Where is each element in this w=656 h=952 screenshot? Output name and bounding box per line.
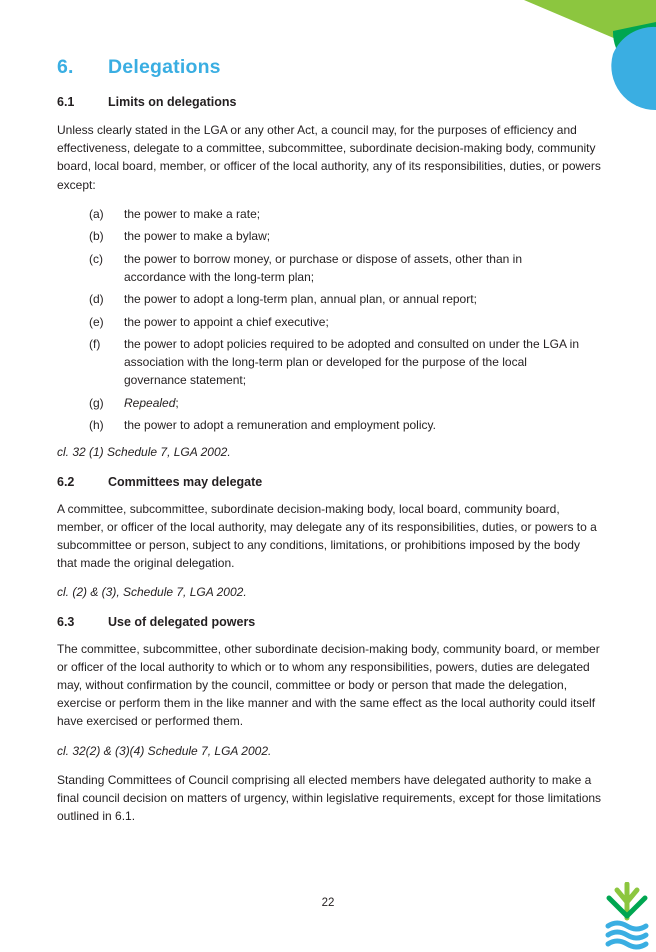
subsection-number: 6.2 xyxy=(57,474,75,489)
subsection-heading-6-2 xyxy=(57,475,602,489)
standing-committees-paragraph: Standing Committees of Council comprising all elected members have delegated authority to make a final council decision on matters of urgency, within legislative requirements, except for those limitations outlined in 6.1. xyxy=(57,772,602,824)
delegated-powers-paragraph: The committee, subcommittee, other subordinate decision-making body, community board, or member or officer of the local authority to which or to whom any responsibilities, powers, duties are delegated may, without confirmation by the council, committee or body or person that made the delegation, exercise or perform them in the like manner and with the same effect as the local authority could itself have exercised or performed them. xyxy=(57,641,600,729)
page-content xyxy=(57,56,602,825)
citation: cl. 32 (1) Schedule 7, LGA 2002. xyxy=(57,445,231,460)
council-logo-icon xyxy=(604,882,650,950)
limits-intro-paragraph: Unless clearly stated in the LGA or any other Act, a council may, for the purposes of efficiency and effectiveness, delegate to a committee, subcommittee, subordinate decision-making body, community board, local board, member, or officer of the local authority, any of its responsibilities, duties, or powers except: xyxy=(57,123,601,192)
subsection-number: 6.1 xyxy=(57,95,75,109)
list-item: (a) the power to make a rate; xyxy=(89,206,261,221)
subsection-title: Use of delegated powers xyxy=(108,614,256,629)
citation: cl. 32(2) & (3)(4) Schedule 7, LGA 2002. xyxy=(57,743,272,758)
list-item: (e) the power to appoint a chief executive; xyxy=(89,314,329,329)
subsection-heading-6-1 xyxy=(57,95,602,109)
list-item: (c) the power to borrow money, or purchase or dispose of assets, other than in accordance with the long-term plan; xyxy=(89,251,522,284)
section-heading xyxy=(57,56,602,79)
section-number: 6. xyxy=(57,56,74,78)
list-item: (g) Repealed; xyxy=(89,395,179,410)
page-number: 22 xyxy=(321,897,335,909)
subsection-title: Limits on delegations xyxy=(108,95,237,109)
committees-paragraph: A committee, subcommittee, subordinate decision-making body, local board, community board, member, or officer of the local authority, may delegate any of its responsibilities, duties, or powers to a subcommittee or person, subject to any conditions, limitations, or prohibitions imposed by the body that made the original delegation. xyxy=(57,501,597,571)
list-item: (f) the power to adopt policies required to be adopted and consulted on under the LGA in association with the long-term plan or developed for the purpose of the local governance statement; xyxy=(89,336,579,388)
subsection-title: Committees may delegate xyxy=(108,474,263,489)
exceptions-list xyxy=(57,205,602,435)
subsection-number: 6.3 xyxy=(57,614,75,629)
list-item: (h) the power to adopt a remuneration and employment policy. xyxy=(89,418,436,433)
citation: cl. (2) & (3), Schedule 7, LGA 2002. xyxy=(57,585,247,600)
list-item: (d) the power to adopt a long-term plan, annual plan, or annual report; xyxy=(89,292,477,307)
list-item: (b) the power to make a bylaw; xyxy=(89,229,271,244)
section-title: Delegations xyxy=(108,56,221,78)
subsection-heading-6-3 xyxy=(57,615,602,629)
